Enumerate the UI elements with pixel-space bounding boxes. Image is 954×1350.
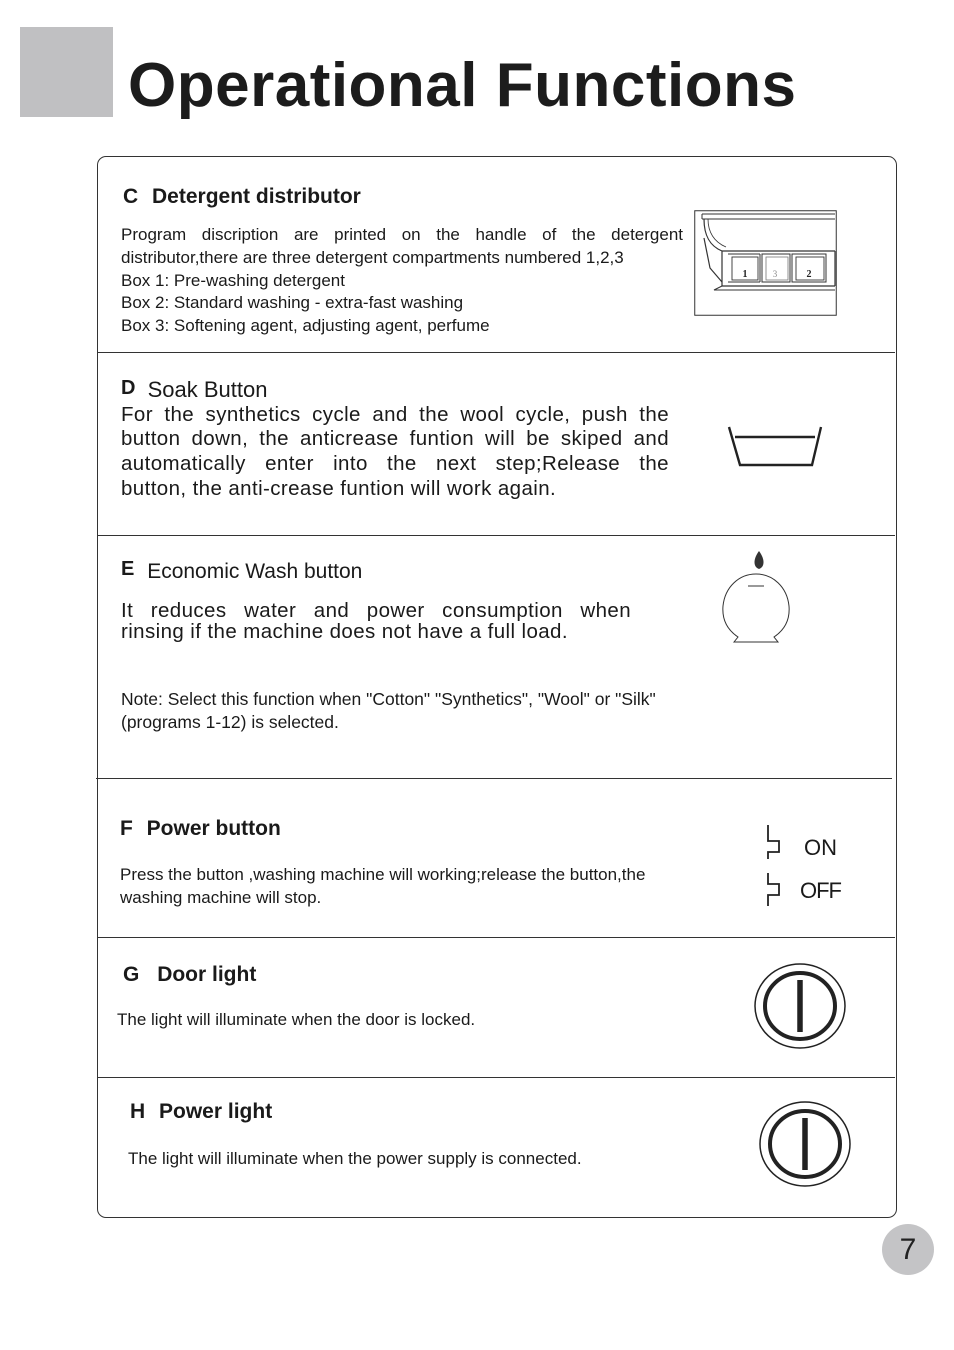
section-f-line-1: Press the button ,washing machine will working;release the button,the	[120, 865, 646, 884]
divider-e-f	[96, 778, 892, 779]
section-e-line-1: It reduces water and power consumption when	[121, 599, 631, 622]
section-h-letter: H	[130, 1100, 146, 1123]
section-d-title: Soak Button	[147, 377, 268, 402]
section-e-note-line-2: (programs 1-12) is selected.	[121, 712, 339, 732]
detergent-drawer-icon	[694, 210, 837, 316]
section-g-heading	[123, 963, 256, 987]
section-f-letter: F	[120, 817, 133, 840]
door-light-icon	[754, 962, 846, 1050]
section-d-line-2: button down, the anticrease funtion will be skiped and	[121, 427, 669, 450]
economic-wash-icon	[720, 549, 792, 645]
section-h-title: Power light	[159, 1100, 273, 1123]
section-e-line-2: rinsing if the machine does not have a full load.	[121, 620, 568, 643]
section-d-line-1: For the synthetics cycle and the wool cycle, push the	[121, 403, 669, 426]
section-d-heading	[121, 377, 267, 403]
section-d-line-3: automatically enter into the next step;Release the	[121, 452, 669, 475]
section-e-letter: E	[121, 558, 135, 580]
section-e-heading	[121, 560, 362, 584]
section-c-line-3: Box 1: Pre-washing detergent	[121, 271, 345, 290]
divider-c-d	[98, 352, 895, 353]
section-e-title: Economic Wash button	[147, 560, 363, 583]
section-d-letter: D	[121, 377, 136, 399]
section-h-text: The light will illuminate when the power supply is connected.	[128, 1149, 582, 1168]
section-g-text: The light will illuminate when the door is locked.	[117, 1010, 476, 1029]
section-c-line-2: distributor,there are three detergent compartments numbered 1,2,3	[121, 248, 624, 267]
section-h-heading	[130, 1100, 272, 1124]
page-title: Operational Functions	[128, 51, 797, 120]
section-f-line-2: washing machine will stop.	[120, 888, 322, 907]
power-light-icon	[759, 1100, 852, 1188]
divider-f-g	[98, 937, 895, 938]
soak-tub-icon	[726, 424, 824, 468]
drawer-label-1: 1	[742, 269, 748, 280]
switch-on-label: ON	[804, 835, 837, 860]
switch-off-label: OFF	[800, 878, 841, 903]
section-e-note-line-1: Note: Select this function when "Cotton" "Synthetics", "Wool" or "Silk"	[121, 689, 656, 709]
section-c-heading	[123, 185, 361, 209]
section-d-line-4: button, the anti-crease funtion will work again.	[121, 477, 557, 500]
section-f-title: Power button	[146, 817, 281, 840]
section-c-title: Detergent distributor	[152, 185, 361, 208]
header-decoration	[20, 27, 113, 117]
drawer-label-3: 3	[772, 269, 778, 279]
section-g-letter: G	[123, 963, 140, 986]
section-g-title: Door light	[157, 963, 257, 986]
section-f-heading	[120, 817, 281, 841]
divider-g-h	[98, 1077, 895, 1078]
section-c-letter: C	[123, 185, 139, 208]
divider-d-e	[98, 535, 895, 536]
page-number: 7	[882, 1224, 934, 1275]
section-c-line-5: Box 3: Softening agent, adjusting agent, perfume	[121, 316, 490, 335]
drawer-label-2: 2	[806, 269, 812, 280]
section-c-line-1: Program discription are printed on the handle of the detergent	[121, 225, 683, 244]
power-switch-icon	[764, 823, 784, 909]
section-c-line-4: Box 2: Standard washing - extra-fast washing	[121, 293, 464, 312]
